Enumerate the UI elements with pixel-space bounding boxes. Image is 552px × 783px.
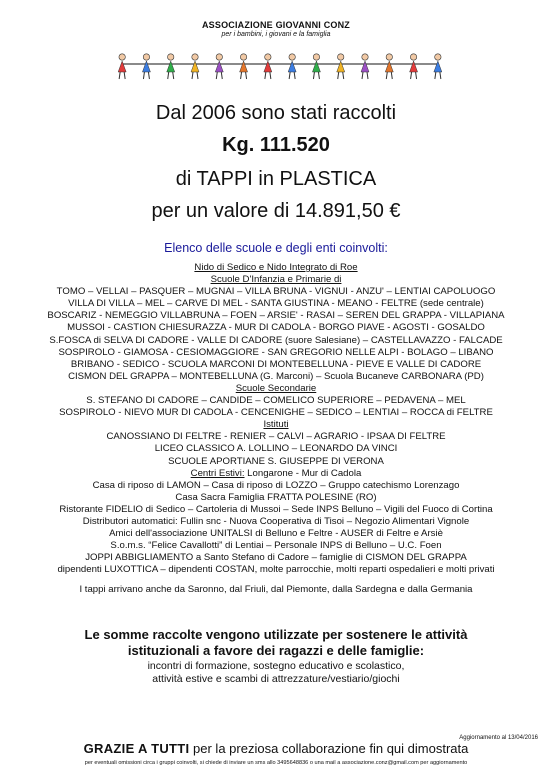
infanzia-line: SOSPIROLO - GIAMOSA - CESIOMAGGIORE - SAN GREGORIO NELLE ALPI - BOLAGO – LIBANO: [58, 346, 494, 358]
association-tagline: per i bambini, i giovani e la famiglia: [221, 31, 331, 38]
association-name: ASSOCIAZIONE GIOVANNI CONZ: [201, 20, 351, 30]
infanzia-line: CISMON DEL GRAPPA – MONTEBELLUNA (G. Marconi) – Scuola Bucaneve CARBONARA (PD): [68, 370, 484, 382]
secondarie-line: SOSPIROLO - NIEVO MUR DI CADOLA - CENCENIGHE – SEDICO – LENTIAI – ROCCA di FELTRE: [59, 407, 493, 419]
child-figure: [191, 54, 199, 79]
child-figure: [337, 54, 345, 79]
enti-line: Amici dell'associazione UNITALSI di Belluno e Feltre - AUSER di Feltre e Arsiè: [109, 528, 443, 540]
child-figure: [312, 54, 320, 79]
section-istituti: Istituti: [263, 419, 289, 431]
headline-line1: Dal 2006 sono stati raccolti: [155, 102, 397, 124]
enti-line: dipendenti LUXOTTICA – dipendenti COSTAN, molte parrocchie, molti reparti ospedalieri e molti privati: [57, 564, 495, 576]
enti-line: Casa Sacra Famiglia FRATTA POLESINE (RO): [175, 491, 377, 503]
footer-statement-line: Le somme raccolte vengono utilizzate per sostenere le attività: [84, 627, 468, 642]
child-figure: [434, 54, 442, 79]
children-chain-logo: [110, 52, 450, 80]
child-figure: [288, 54, 296, 79]
child-figure: [167, 54, 175, 79]
child-figure: [118, 54, 126, 79]
child-figure: [142, 54, 150, 79]
infanzia-line: BRIBANO - SEDICO - SCUOLA MARCONI DI MONTEBELLUNA - PIEVE E VALLE DI CADORE: [70, 358, 482, 370]
footer-activities-line: incontri di formazione, sostegno educativo e scolastico,: [147, 660, 405, 672]
contact-note: per eventuali omissioni circa i gruppi coinvolti, si chiede di inviare un sms allo 3495648836 o una mail a associazione.conz@gmail.com per aggiornamento: [84, 760, 468, 766]
enti-line: Casa di riposo di LAMON – Casa di riposo di LOZZO – Gruppo catechismo Lorenzago: [92, 479, 460, 491]
infanzia-line: MUSSOI - CASTION CHIESURAZZA - MUR DI CADOLA - BORGO PIAVE - AGOSTI - GOSALDO: [67, 322, 485, 334]
spacer: [0, 576, 552, 584]
headline-line4: per un valore di 14.891,50 €: [151, 200, 401, 222]
centri-estivi-line: [0, 468, 552, 480]
child-figure: [385, 54, 393, 79]
footer-statement: [0, 627, 552, 659]
centri-estivi-text: Longarone - Mur di Cadola: [244, 467, 362, 479]
istituti-line: SCUOLE APORTIANE S. GIUSEPPE DI VERONA: [168, 455, 384, 467]
child-figure: [215, 54, 223, 79]
list-title: Elenco delle scuole e degli enti coinvolti:: [164, 241, 388, 255]
amount-value: Kg. 111.520: [222, 134, 330, 156]
istituti-line: LICEO CLASSICO A. LOLLINO – LEONARDO DA VINCI: [154, 443, 398, 455]
enti-line: S.o.m.s. “Felice Cavallotti” di Lentiai – Personale INPS di Belluno – U.C. Foen: [110, 540, 442, 552]
infanzia-line: TOMO – VELLAI – PASQUER – MUGNAI – VILLA BRUNA - VIGNUI - ANZU' – LENTIAI CAPOLUOGO: [56, 286, 496, 298]
child-figure: [361, 54, 369, 79]
child-figure: [410, 54, 418, 79]
enti-line: Distributori automatici: Fullin snc - Nuova Cooperativa di Tisoi – Negozio Alimentari Vignole: [82, 515, 470, 527]
child-figure: [264, 54, 272, 79]
istituti-line: CANOSSIANO DI FELTRE - RENIER – CALVI – AGRARIO - IPSAA DI FELTRE: [106, 431, 446, 443]
section-nido: Nido di Sedico e Nido Integrato di Roe: [194, 262, 358, 273]
schools-list: [0, 262, 552, 597]
centri-estivi-label: Centri Estivi:: [190, 467, 245, 479]
headline-amount: [0, 134, 552, 157]
infanzia-line: BOSCARIZ - NEMEGGIO VILLABRUNA – FOEN – ARSIE' - RASAI – SEREN DEL GRAPPA - VILLAPIANA: [47, 310, 505, 322]
infanzia-line: VILLA DI VILLA – MEL – CARVE DI MEL - SANTA GIUSTINA - MEANO - FELTRE (sede centrale): [68, 298, 484, 310]
thanks-rest: per la preziosa collaborazione fin qui dimostrata: [189, 741, 469, 756]
enti-line: JOPPI ABBIGLIAMENTO a Santo Stefano di Cadore – famiglie di CISMON DEL GRAPPA: [85, 552, 467, 564]
footer-activities-line: attività estive e scambi di attrezzature/vestiario/giochi: [152, 672, 400, 685]
footer-statement-line: istituzionali a favore dei ragazzi e delle famiglie:: [127, 643, 425, 658]
section-infanzia: Scuole D'Infanzia e Primarie di: [210, 274, 342, 286]
enti-line: Ristorante FIDELIO di Sedico – Cartoleria di Mussoi – Sede INPS Belluno – Vigili del Fuoco di Cortina: [59, 503, 493, 515]
infanzia-line: S.FOSCA di SELVA DI CADORE - VALLE DI CADORE (suore Salesiane) – CASTELLAVAZZO - FALCADE: [49, 334, 503, 346]
thanks-bold: GRAZIE A TUTTI: [83, 741, 190, 756]
section-secondarie: Scuole Secondarie: [235, 382, 317, 394]
footer-activities: [0, 660, 552, 685]
child-figure: [240, 54, 248, 79]
secondarie-line: S. STEFANO DI CADORE – CANDIDE – COMELICO SUPERIORE – PEDAVENA – MEL: [86, 395, 466, 407]
thanks-line: [0, 741, 552, 756]
update-date: Aggiornamento al 13/04/2016: [459, 735, 538, 741]
headline-line3: di TAPPI in PLASTICA: [175, 168, 377, 190]
arrivals-line: I tappi arrivano anche da Saronno, dal Friuli, dal Piemonte, dalla Sardegna e dalla Germania: [79, 584, 473, 596]
